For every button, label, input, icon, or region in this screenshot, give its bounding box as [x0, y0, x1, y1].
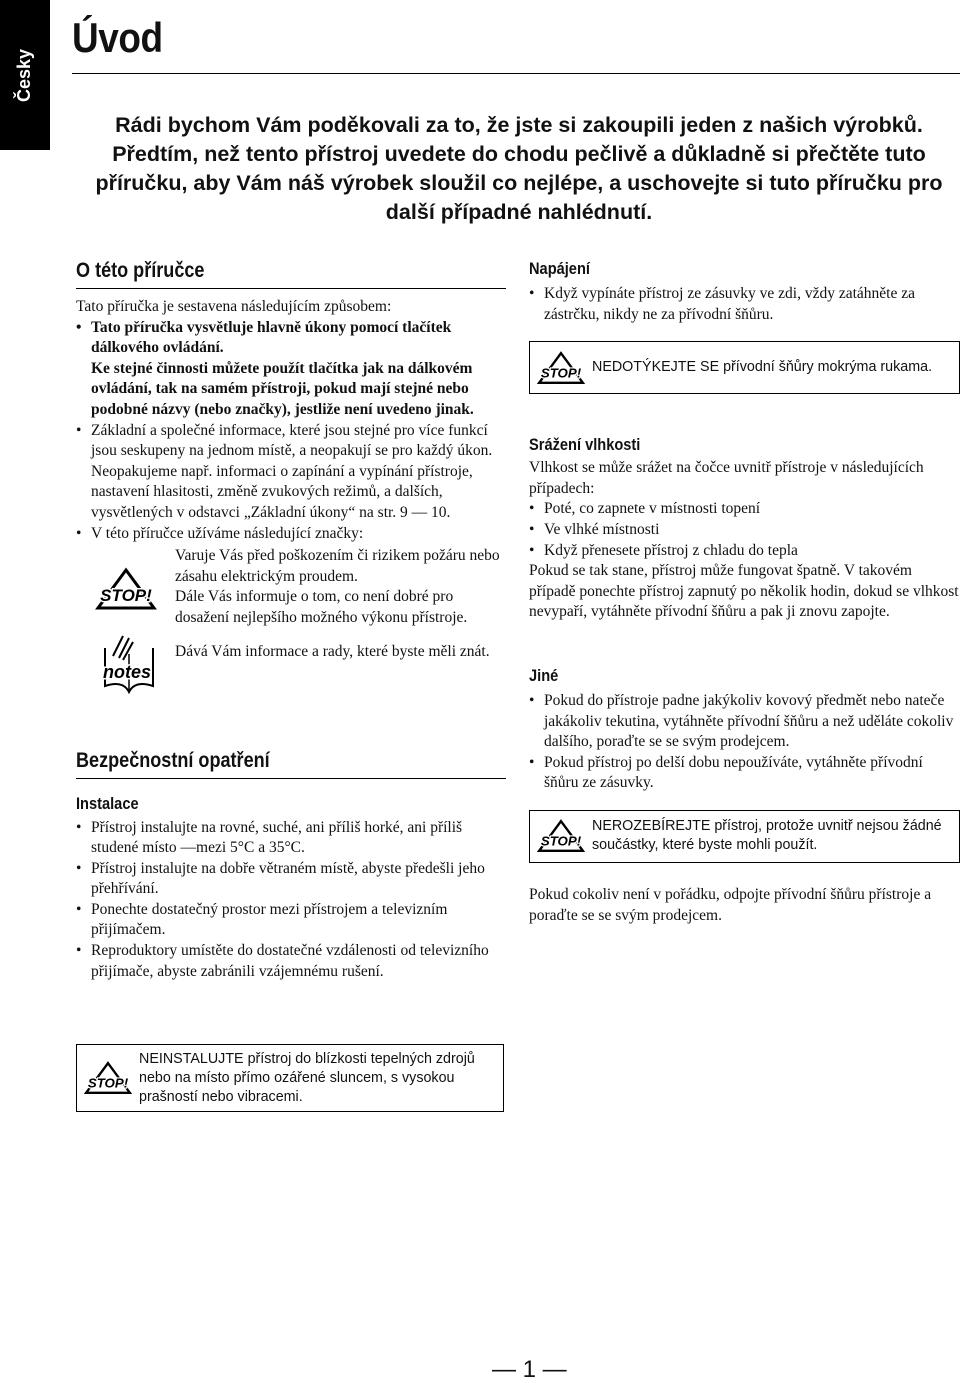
power-list: [529, 284, 960, 325]
other-warning-text: NEROZEBÍREJTE přístroj, protože uvnitř nejsou žádné součástky, které byste mohli použít.: [592, 818, 942, 854]
install-warning-box: [76, 1044, 504, 1112]
stop-icon: [530, 350, 592, 386]
list-item: • Přístroj instalujte na rovné, suché, ani příliš horké, ani příliš studené místo —mezi 5°C a 35°C.: [76, 818, 506, 859]
about-lead: Tato příručka je sestavena následujícím způsobem:: [76, 298, 392, 315]
list-item: • Když přenesete přístroj z chladu do tepla: [529, 541, 960, 562]
moisture-heading: Srážení vlhkosti: [529, 435, 641, 455]
other-heading: Jiné: [529, 665, 559, 685]
other-warning-box: [529, 810, 960, 863]
stop-text-2: Dále Vás informuje o tom, co není dobré pro dosažení nejlepšího možného výkonu přístroje.: [175, 588, 468, 626]
other-list: [529, 691, 960, 794]
intro-paragraph: Rádi bychom Vám poděkovali za to, že jste si zakoupili jeden z našich výrobků. Předtím, než tento přístroj uvedete do chodu pečlivě a důkladně si přečtěte tuto příručku, aby Vám náš výrobek sloužil co nejlépe, a uschovejte si tuto příručku pro další případné nahlédnutí.: [95, 113, 943, 224]
legend-stop-text: [175, 546, 506, 628]
about-heading: O této příručce: [76, 259, 205, 282]
power-warning-box: [529, 341, 960, 394]
notes-text: Dává Vám informace a rady, které byste měli znát.: [175, 642, 490, 660]
install-list: [76, 818, 506, 983]
about-heading-rule: [76, 288, 506, 289]
svg-text:STOP!: STOP!: [540, 365, 582, 381]
notes-icon: [76, 632, 175, 696]
stop-icon: [76, 546, 175, 612]
language-tab-label: Česky: [14, 48, 35, 102]
page-title: Úvod: [72, 14, 163, 61]
title-divider: [72, 73, 960, 74]
about-bullet1-p1: Tato příručka vysvětluje hlavně úkony pomocí tlačítek dálkového ovládání.: [91, 318, 452, 357]
list-item: • Poté, co zapnete v místnosti topení: [529, 499, 960, 520]
other-after: Pokud cokoliv není v pořádku, odpojte přívodní šňůru přístroje a poraďte se se svým prodejcem.: [529, 885, 932, 924]
page-number: — 1 —: [492, 1356, 567, 1383]
list-item: [76, 318, 506, 421]
list-item: • Pokud do přístroje padne jakýkoliv kovový předmět nebo nateče jakákoliv tekutina, vytáhněte přívodní šňůru a než uděláte cokoliv dalšího, poraďte se se svým prodejcem.: [529, 691, 960, 753]
moisture-lead: Vlhkost se může srážet na čočce uvnitř přístroje v následujících případech:: [529, 459, 924, 497]
svg-text:STOP!: STOP!: [540, 833, 582, 849]
stop-icon: [77, 1060, 139, 1096]
right-column: [529, 258, 960, 926]
install-heading: Instalace: [76, 793, 139, 813]
safety-heading-rule: [76, 778, 506, 779]
moisture-list: [529, 499, 960, 561]
svg-text:STOP!: STOP!: [99, 586, 152, 606]
legend-stop: [76, 546, 506, 628]
list-item: • Ve vlhké místnosti: [529, 520, 960, 541]
safety-heading: Bezpečnostní opatření: [76, 748, 270, 772]
list-item: • Základní a společné informace, které jsou stejné pro více funkcí jsou seskupeny na jednom místě, a neopakují se pro každý úkon. Neopakujeme např. informaci o zapínání a vypínání přístroje, nastavení hlasitosti, změně zvukových režimů, a dalších, vysvětlených v odstavci „Základní úkony“ na str. 9 — 10.: [76, 421, 506, 524]
list-item: • Pokud přístroj po delší dobu nepoužíváte, vytáhněte přívodní šňůru ze zásuvky.: [529, 753, 960, 794]
list-item: • Přístroj instalujte na dobře větraném místě, abyste předešli jeho přehřívání.: [76, 859, 506, 900]
list-item: • Když vypínáte přístroj ze zásuvky ve zdi, vždy zatáhněte za zástrčku, nikdy ne za přívodní šňůru.: [529, 284, 960, 325]
list-item: • Ponechte dostatečný prostor mezi přístrojem a televizním přijímačem.: [76, 900, 506, 941]
install-warning-text: NEINSTALUJTE přístroj do blízkosti tepelných zdrojů nebo na místo přímo ozářené sluncem, s vysokou prašností nebo vibracemi.: [139, 1050, 475, 1105]
stop-icon: [530, 818, 592, 854]
svg-text:STOP!: STOP!: [87, 1075, 129, 1091]
about-bullet1-p2: Ke stejné činnosti můžete použít tlačítka jak na dálkovém ovládání, tak na samém přístroji, pokud mají stejné nebo podobné názvy (nebo značky), jestliže není uvedeno jinak.: [91, 359, 474, 418]
power-heading: Napájení: [529, 259, 590, 278]
svg-text:notes: notes: [102, 661, 151, 682]
about-list: [76, 318, 506, 545]
legend-notes: [76, 642, 506, 696]
left-column: [76, 258, 506, 982]
list-item: • V této příručce užíváme následující značky:: [76, 524, 506, 545]
stop-text-1: Varuje Vás před poškozením či rizikem požáru nebo zásahu elektrickým proudem.: [175, 547, 500, 585]
language-tab: [0, 0, 50, 150]
power-warning-text: NEDOTÝKEJTE SE přívodní šňůry mokrýma rukama.: [592, 359, 933, 376]
moisture-after: Pokud se tak stane, přístroj může fungovat špatně. V takovém případě ponechte přístroj zapnutý po několik hodin, dokud se vlhkost nevypaří, vytáhněte přívodní šňůru a pak ji znovu zapojte.: [529, 562, 959, 621]
list-item: • Reproduktory umístěte do dostatečné vzdálenosti od televizního přijímače, abyste zabránili vzájemnému rušení.: [76, 941, 506, 982]
